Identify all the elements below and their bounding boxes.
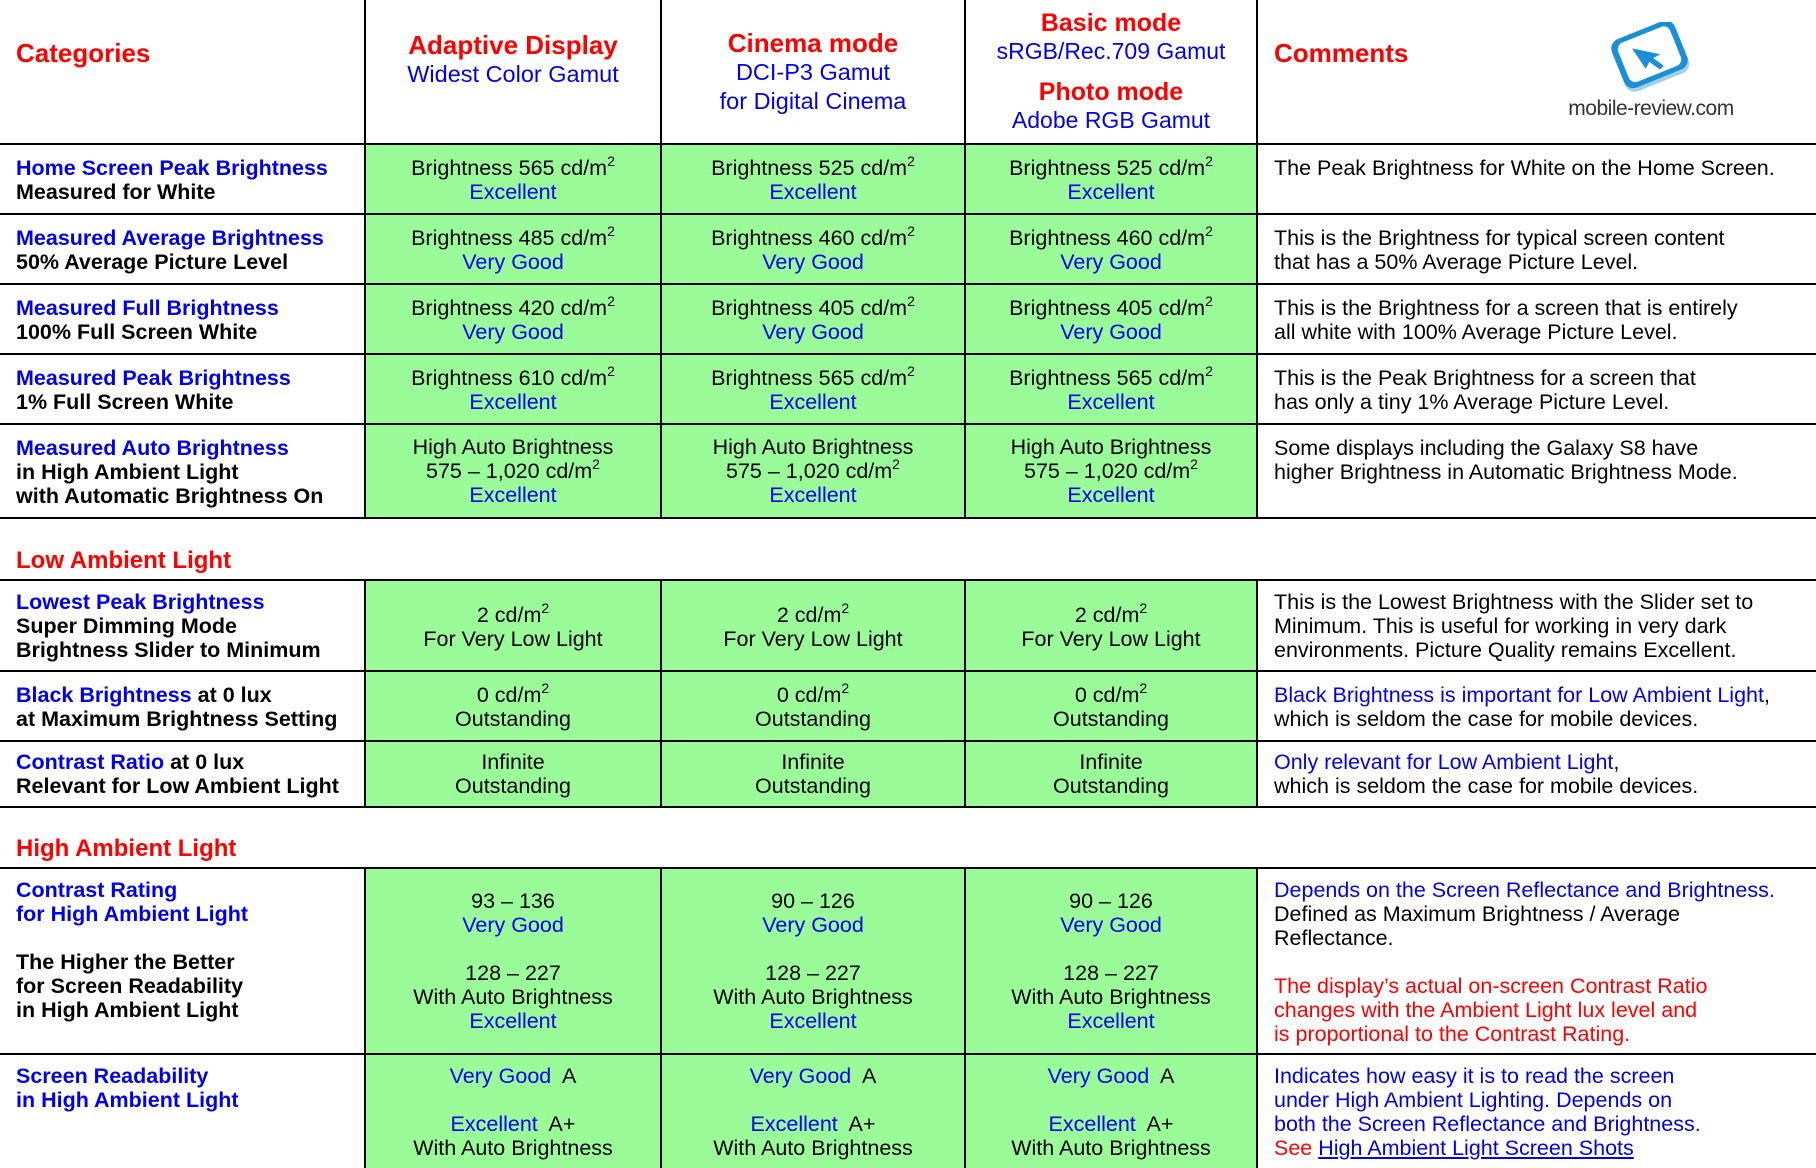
rating: Excellent	[1067, 180, 1155, 204]
cinema-sub2: for Digital Cinema	[719, 88, 907, 114]
note: For Very Low Light	[1021, 627, 1201, 651]
logo-text: mobile-review.com	[1568, 97, 1734, 120]
row7-col3	[966, 680, 1256, 731]
row6-cat-black1: Super Dimming Mode	[16, 614, 237, 638]
rule	[0, 517, 1816, 519]
line: that has a 50% Average Picture Level.	[1274, 250, 1639, 274]
rating: Excellent	[469, 1009, 557, 1033]
row8-category	[16, 750, 339, 798]
rule	[0, 213, 1816, 215]
rule	[0, 740, 1816, 742]
line: has only a tiny 1% Average Picture Level.	[1274, 390, 1670, 414]
line: Defined as Maximum Brightness / Average	[1274, 902, 1680, 926]
row1-cat-black: Measured for White	[16, 180, 216, 204]
row7-comment	[1274, 683, 1770, 731]
comment-comma: ,	[1763, 683, 1770, 707]
col-rule	[1256, 867, 1258, 1168]
row6-col3	[966, 600, 1256, 651]
line: High Auto Brightness	[712, 435, 914, 459]
value: Brightness 460 cd/m	[711, 226, 908, 250]
photo-title: Photo mode	[1038, 78, 1184, 106]
sup: 2	[892, 456, 900, 472]
sup: 2	[541, 600, 550, 616]
value: 0 cd/m	[1074, 683, 1140, 707]
sup: 2	[907, 153, 915, 169]
value: Brightness 485 cd/m	[411, 226, 608, 250]
row8-col3	[966, 750, 1256, 798]
rating: Excellent	[1067, 390, 1155, 414]
row1-comment: The Peak Brightness for White on the Home Screen.	[1274, 156, 1775, 180]
rating: Very Good	[1060, 250, 1162, 274]
row5-cat-blue: Measured Auto Brightness	[16, 436, 289, 460]
row7-category	[16, 683, 337, 731]
row2-col2	[662, 223, 964, 274]
line: Indicates how easy it is to read the screen	[1274, 1064, 1675, 1088]
row9-cat-black3: in High Ambient Light	[16, 998, 239, 1022]
row6-col2	[662, 600, 964, 651]
range: 93 – 136	[471, 889, 555, 913]
sup: 2	[541, 680, 550, 696]
row8-cat-blue: Contrast Ratio	[16, 750, 165, 774]
line: High Auto Brightness	[1010, 435, 1212, 459]
value: Brightness 525 cd/m	[1009, 156, 1206, 180]
grade-label: Excellent	[750, 1112, 838, 1136]
rating: Very Good	[762, 250, 864, 274]
row3-cat-blue: Measured Full Brightness	[16, 296, 279, 320]
value: 575 – 1,020 cd/m	[426, 459, 593, 483]
note: Outstanding	[755, 774, 871, 798]
sup: 2	[841, 600, 850, 616]
line: This is the Brightness for a screen that is entirely	[1274, 296, 1738, 320]
sup: 2	[607, 363, 615, 379]
row1-cat-blue: Home Screen Peak Brightness	[16, 156, 328, 180]
value: 2 cd/m	[776, 603, 842, 627]
line: This is the Lowest Brightness with the Slider set to	[1274, 590, 1754, 614]
row10-col1	[366, 1064, 660, 1160]
grade: A+	[848, 1112, 876, 1136]
line: This is the Brightness for typical screen content	[1274, 226, 1725, 250]
row9-cat-black1: The Higher the Better	[16, 950, 235, 974]
line: both the Screen Reflectance and Brightness.	[1274, 1112, 1701, 1136]
row4-col2	[662, 363, 964, 414]
row9-cat-blue1: Contrast Rating	[16, 878, 178, 902]
row4-cat-black: 1% Full Screen White	[16, 390, 234, 414]
value: Brightness 405 cd/m	[711, 296, 908, 320]
sup: 2	[607, 223, 615, 239]
value: Brightness 565 cd/m	[711, 366, 908, 390]
col-rule	[1256, 0, 1258, 519]
row10-cat-blue2: in High Ambient Light	[16, 1088, 239, 1112]
row5-col1	[366, 435, 660, 507]
value: Brightness 525 cd/m	[711, 156, 908, 180]
grade: A+	[1146, 1112, 1174, 1136]
section-low-ambient: Low Ambient Light	[16, 547, 232, 574]
rating: Excellent	[1067, 1009, 1155, 1033]
note: Outstanding	[455, 774, 571, 798]
rating: Very Good	[1060, 320, 1162, 344]
rating: Excellent	[469, 390, 557, 414]
auto-label: With Auto Brightness	[713, 985, 913, 1009]
row8-col1	[366, 750, 660, 798]
value: Brightness 460 cd/m	[1009, 226, 1206, 250]
rule	[0, 579, 1816, 581]
value: 575 – 1,020 cd/m	[726, 459, 893, 483]
sup: 2	[592, 456, 600, 472]
row10-comment	[1274, 1064, 1701, 1160]
header-basic-photo	[966, 9, 1256, 134]
row6-comment	[1274, 590, 1753, 662]
value: Brightness 405 cd/m	[1009, 296, 1206, 320]
col-rule	[1256, 579, 1258, 808]
value: 2 cd/m	[1074, 603, 1140, 627]
basic-title: Basic mode	[1040, 9, 1182, 37]
value: 0 cd/m	[476, 683, 542, 707]
value: 2 cd/m	[476, 603, 542, 627]
sup: 2	[607, 153, 615, 169]
row6-cat-blue: Lowest Peak Brightness	[16, 590, 265, 614]
auto-range: 128 – 227	[465, 961, 561, 985]
rule	[0, 423, 1816, 425]
row10-cat-blue1: Screen Readability	[16, 1064, 209, 1088]
rule	[0, 143, 1816, 145]
sup: 2	[607, 293, 615, 309]
row7-col1	[366, 680, 660, 731]
note: Outstanding	[455, 707, 571, 731]
row1-col3	[966, 153, 1256, 204]
comment-comma: ,	[1613, 750, 1620, 774]
row7-cat-black2: at Maximum Brightness Setting	[16, 707, 338, 731]
rating: Excellent	[769, 483, 857, 507]
line: changes with the Ambient Light lux level and	[1274, 998, 1698, 1022]
value: Brightness 565 cd/m	[411, 156, 608, 180]
row5-comment	[1274, 436, 1738, 484]
auto-label: With Auto Brightness	[1011, 1136, 1211, 1160]
header-cinema	[662, 28, 964, 116]
row3-comment	[1274, 296, 1738, 344]
rating: Very Good	[1060, 913, 1162, 937]
line: Minimum. This is useful for working in very dark	[1274, 614, 1727, 638]
row9-comment	[1274, 878, 1775, 1046]
header-categories: Categories	[16, 38, 151, 68]
line: Depends on the Screen Reflectance and Brightness.	[1274, 878, 1775, 902]
row9-col2	[662, 889, 964, 1033]
sup: 2	[1205, 293, 1213, 309]
value: Brightness 420 cd/m	[411, 296, 608, 320]
screen-shots-link[interactable]: High Ambient Light Screen Shots	[1318, 1136, 1634, 1160]
row8-comment	[1274, 750, 1698, 798]
line: High Auto Brightness	[412, 435, 614, 459]
row2-category	[16, 226, 324, 274]
row4-cat-blue: Measured Peak Brightness	[16, 366, 291, 390]
grade: A+	[548, 1112, 576, 1136]
grade-label: Very Good	[1047, 1064, 1150, 1088]
comment-blue: Only relevant for Low Ambient Light	[1274, 750, 1614, 774]
row9-col3	[966, 889, 1256, 1033]
rule	[0, 867, 1816, 869]
row2-col1	[366, 223, 660, 274]
comment-blue: Black Brightness is important for Low Ambient Light	[1274, 683, 1764, 707]
see-label: See	[1274, 1136, 1319, 1160]
note: Outstanding	[755, 707, 871, 731]
value: Brightness 610 cd/m	[411, 366, 608, 390]
auto-range: 128 – 227	[1063, 961, 1159, 985]
photo-sub: Adobe RGB Gamut	[1011, 107, 1211, 133]
rating: Very Good	[762, 913, 864, 937]
note: For Very Low Light	[423, 627, 603, 651]
row8-cat-inline: at 0 lux	[164, 750, 245, 774]
sup: 2	[1205, 153, 1213, 169]
sup: 2	[907, 363, 915, 379]
rule	[0, 670, 1816, 672]
auto-label: With Auto Brightness	[413, 1136, 613, 1160]
row3-col1	[366, 293, 660, 344]
rating: Excellent	[769, 1009, 857, 1033]
adaptive-title: Adaptive Display	[408, 30, 618, 60]
logo	[1566, 22, 1736, 126]
cinema-title: Cinema mode	[727, 28, 899, 58]
row1-col1	[366, 153, 660, 204]
basic-sub: sRGB/Rec.709 Gamut	[996, 38, 1226, 64]
rating: Excellent	[769, 390, 857, 414]
sup: 2	[1205, 363, 1213, 379]
row1-category	[16, 156, 328, 204]
row8-col2	[662, 750, 964, 798]
note: Outstanding	[1053, 774, 1169, 798]
row10-col3	[966, 1064, 1256, 1160]
auto-label: With Auto Brightness	[413, 985, 613, 1009]
rule	[0, 353, 1816, 355]
value: Infinite	[781, 750, 845, 774]
line: The display’s actual on-screen Contrast Ratio	[1274, 974, 1708, 998]
value: 0 cd/m	[776, 683, 842, 707]
row2-cat-black: 50% Average Picture Level	[16, 250, 289, 274]
line: under High Ambient Lighting. Depends on	[1274, 1088, 1673, 1112]
header-adaptive	[366, 30, 660, 88]
row4-col3	[966, 363, 1256, 414]
range: 90 – 126	[1069, 889, 1153, 913]
auto-label: With Auto Brightness	[1011, 985, 1211, 1009]
row5-category	[16, 436, 323, 508]
auto-range: 128 – 227	[765, 961, 861, 985]
rating: Excellent	[469, 180, 557, 204]
row3-col3	[966, 293, 1256, 344]
sup: 2	[1139, 680, 1148, 696]
row7-col2	[662, 680, 964, 731]
sup: 2	[1205, 223, 1213, 239]
rating: Excellent	[769, 180, 857, 204]
grade: A	[862, 1064, 877, 1088]
line: Reflectance.	[1274, 926, 1394, 950]
line: environments. Picture Quality remains Excellent.	[1274, 638, 1737, 662]
rule	[0, 806, 1816, 808]
row9-col1	[366, 889, 660, 1033]
logo-icon	[1566, 22, 1736, 102]
grade-label: Very Good	[749, 1064, 852, 1088]
note: For Very Low Light	[723, 627, 903, 651]
value: Infinite	[1079, 750, 1143, 774]
sup: 2	[841, 680, 850, 696]
value: 575 – 1,020 cd/m	[1024, 459, 1191, 483]
rule	[0, 1053, 1816, 1055]
rating: Excellent	[1067, 483, 1155, 507]
sup: 2	[907, 223, 915, 239]
row7-cat-blue: Black Brightness	[16, 683, 192, 707]
grade: A	[1160, 1064, 1175, 1088]
row6-cat-black2: Brightness Slider to Minimum	[16, 638, 321, 662]
row4-col1	[366, 363, 660, 414]
adaptive-subtitle: Widest Color Gamut	[407, 61, 619, 87]
line: all white with 100% Average Picture Level.	[1274, 320, 1678, 344]
row4-category	[16, 366, 291, 414]
row2-comment	[1274, 226, 1725, 274]
rating: Very Good	[462, 913, 564, 937]
sup: 2	[1190, 456, 1198, 472]
row10-col2	[662, 1064, 964, 1160]
range: 90 – 126	[771, 889, 855, 913]
auto-label: With Auto Brightness	[713, 1136, 913, 1160]
rating: Very Good	[762, 320, 864, 344]
row3-category	[16, 296, 279, 344]
row5-col2	[662, 435, 964, 507]
section-high-ambient: High Ambient Light	[16, 835, 237, 862]
rating: Very Good	[462, 250, 564, 274]
row9-cat-black2: for Screen Readability	[16, 974, 244, 998]
value: Brightness 565 cd/m	[1009, 366, 1206, 390]
header-comments: Comments	[1274, 38, 1409, 68]
value: Infinite	[481, 750, 545, 774]
row7-cat-inline: at 0 lux	[191, 683, 272, 707]
row1-col2	[662, 153, 964, 204]
sup: 2	[907, 293, 915, 309]
line: This is the Peak Brightness for a screen that	[1274, 366, 1696, 390]
row8-cat-black2: Relevant for Low Ambient Light	[16, 774, 339, 798]
grade-label: Excellent	[1048, 1112, 1136, 1136]
rating: Very Good	[462, 320, 564, 344]
row5-col3	[966, 435, 1256, 507]
row5-cat-black1: in High Ambient Light	[16, 460, 239, 484]
sup: 2	[1139, 600, 1148, 616]
grade-label: Very Good	[449, 1064, 552, 1088]
rating: Excellent	[469, 483, 557, 507]
row6-category	[16, 590, 321, 662]
row9-cat-blue2: for High Ambient Light	[16, 902, 249, 926]
row5-cat-black2: with Automatic Brightness On	[16, 484, 324, 508]
row9-category	[16, 878, 248, 1022]
grade: A	[562, 1064, 577, 1088]
note: Outstanding	[1053, 707, 1169, 731]
row4-comment	[1274, 366, 1696, 414]
row3-col2	[662, 293, 964, 344]
rule	[0, 283, 1816, 285]
line: which is seldom the case for mobile devices.	[1274, 707, 1699, 731]
row3-cat-black: 100% Full Screen White	[16, 320, 258, 344]
line: Some displays including the Galaxy S8 have	[1274, 436, 1699, 460]
row6-col1	[366, 600, 660, 651]
row10-category	[16, 1064, 239, 1112]
cinema-sub1: DCI-P3 Gamut	[735, 59, 891, 85]
line: is proportional to the Contrast Rating.	[1274, 1022, 1631, 1046]
line: higher Brightness in Automatic Brightness Mode.	[1274, 460, 1738, 484]
row2-col3	[966, 223, 1256, 274]
line: which is seldom the case for mobile devices.	[1274, 774, 1699, 798]
row2-cat-blue: Measured Average Brightness	[16, 226, 324, 250]
grade-label: Excellent	[450, 1112, 538, 1136]
